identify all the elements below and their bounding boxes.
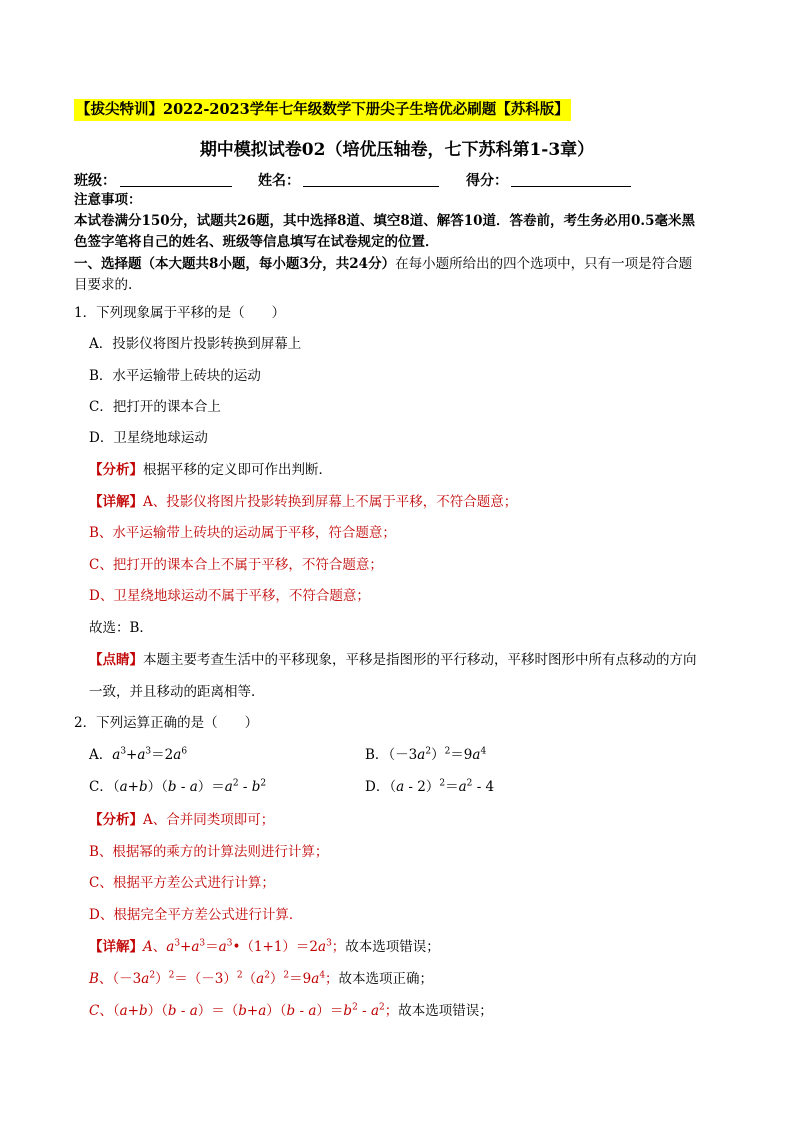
q2-option-c[interactable]: C．$(a+b)(b - a)=a^2 - b^2$ [89,778,267,795]
q1-stem: 1．下列现象属于平移的是（ ） [74,305,286,321]
page-title: 期中模拟试卷02（培优压轴卷，七下苏科第1-3章） [199,140,595,160]
q1-detail-a-text: A、投影仪将图片投影转换到屏幕上不属于平移，不符合题意； [143,494,518,510]
q1-detail-d: D、卫星绕地球运动不属于平移，不符合题意； [89,588,370,604]
section-heading [74,254,692,274]
q2-stem: 2．下列运算正确的是（ ） [74,715,259,731]
notes-line-1: 本试卷满分150分，试题共26题，其中选择8道、填空8道、解答10道．答卷前，考生务必用0.5毫米黑 [74,213,696,229]
q2-option-a[interactable]: A．$a^3+a^3=2a^6$ [89,746,188,763]
q2-detail-c-verdict: 故本选项错误； [398,1003,493,1019]
q2-option-b[interactable]: B．$(-3a^2)^2=9a^4$ [365,746,487,763]
name-label: 姓名： [258,173,300,189]
header-banner: 【拔尖特训】2022-2023学年七年级数学下册尖子生培优必刷题【苏科版】 [74,99,571,121]
score-blank[interactable] [511,170,631,187]
q2-analysis-d: D、根据完全平方差公式进行计算． [89,907,303,923]
q1-comment-tag: 【点睛】 [89,652,143,668]
q1-detail-tag: 【详解】 [89,494,143,510]
q1-detail-b: B、水平运输带上砖块的运动属于平移，符合题意； [89,525,396,541]
q1-detail-a [89,492,517,512]
name-blank[interactable] [303,170,439,187]
notes-heading: 注意事项： [74,192,142,208]
q1-option-c[interactable]: C．把打开的课本合上 [89,399,221,415]
class-blank[interactable] [120,170,232,187]
q2-analysis-a-text: A、合并同类项即可； [143,812,275,828]
q1-option-b[interactable]: B．水平运输带上砖块的运动 [89,368,261,384]
q2-detail-c: C、$(a+b)(b - a)=(b+a)(b - a)=b^2 - a^2$；故本选项错误； [89,1002,493,1019]
section-heading-2: 目要求的. [74,277,133,293]
section-heading-rest: 在每小题所给出的四个选项中，只有一项是符合题 [395,256,693,272]
q2-analysis-a [89,810,274,830]
q2-option-d[interactable]: D．$(a - 2)^2=a^2 - 4$ [365,778,495,795]
q2-detail-a: 【详解】A、$a^3+a^3=a^3•(1+1)=2a^3$；故本选项错误； [89,938,440,955]
q1-comment-2: 一致，并且移动的距离相等． [89,684,265,700]
q1-analysis-tag: 【分析】 [89,462,143,478]
q1-detail-c: C、把打开的课本合上不属于平移，不符合题意； [89,557,383,573]
q2-detail-tag: 【详解】 [89,939,143,955]
q2-analysis-tag: 【分析】 [89,812,143,828]
q1-option-d[interactable]: D．卫星绕地球运动 [89,430,208,446]
section-heading-bold: 一、选择题（本大题共8小题，每小题3分，共24分） [74,256,396,272]
q1-option-a[interactable]: A．投影仪将图片投影转换到屏幕上 [89,336,302,352]
q1-choose: 故选：B． [89,620,153,636]
q2-detail-b: B、$(-3a^2)^2=(-3)^2(a^2)^2=9a^4$；故本选项正确； [89,970,434,987]
q1-comment-text: 本题主要考查生活中的平移现象，平移是指图形的平行移动，平移时图形中所有点移动的方向 [143,652,697,668]
q2-detail-a-verdict: 故本选项错误； [345,939,440,955]
q2-analysis-b: B、根据幂的乘方的计算法则进行计算； [89,844,329,860]
q1-comment-1 [89,650,697,670]
score-label: 得分： [466,173,508,189]
q2-detail-b-verdict: 故本选项正确； [338,971,434,987]
class-label: 班级： [74,173,116,189]
notes-line-2: 色签字笔将自己的姓名、班级等信息填写在试卷规定的位置． [74,234,439,250]
q2-analysis-c: C、根据平方差公式进行计算； [89,875,275,891]
q1-analysis [89,460,332,480]
q1-analysis-text: 根据平移的定义即可作出判断． [143,462,332,478]
